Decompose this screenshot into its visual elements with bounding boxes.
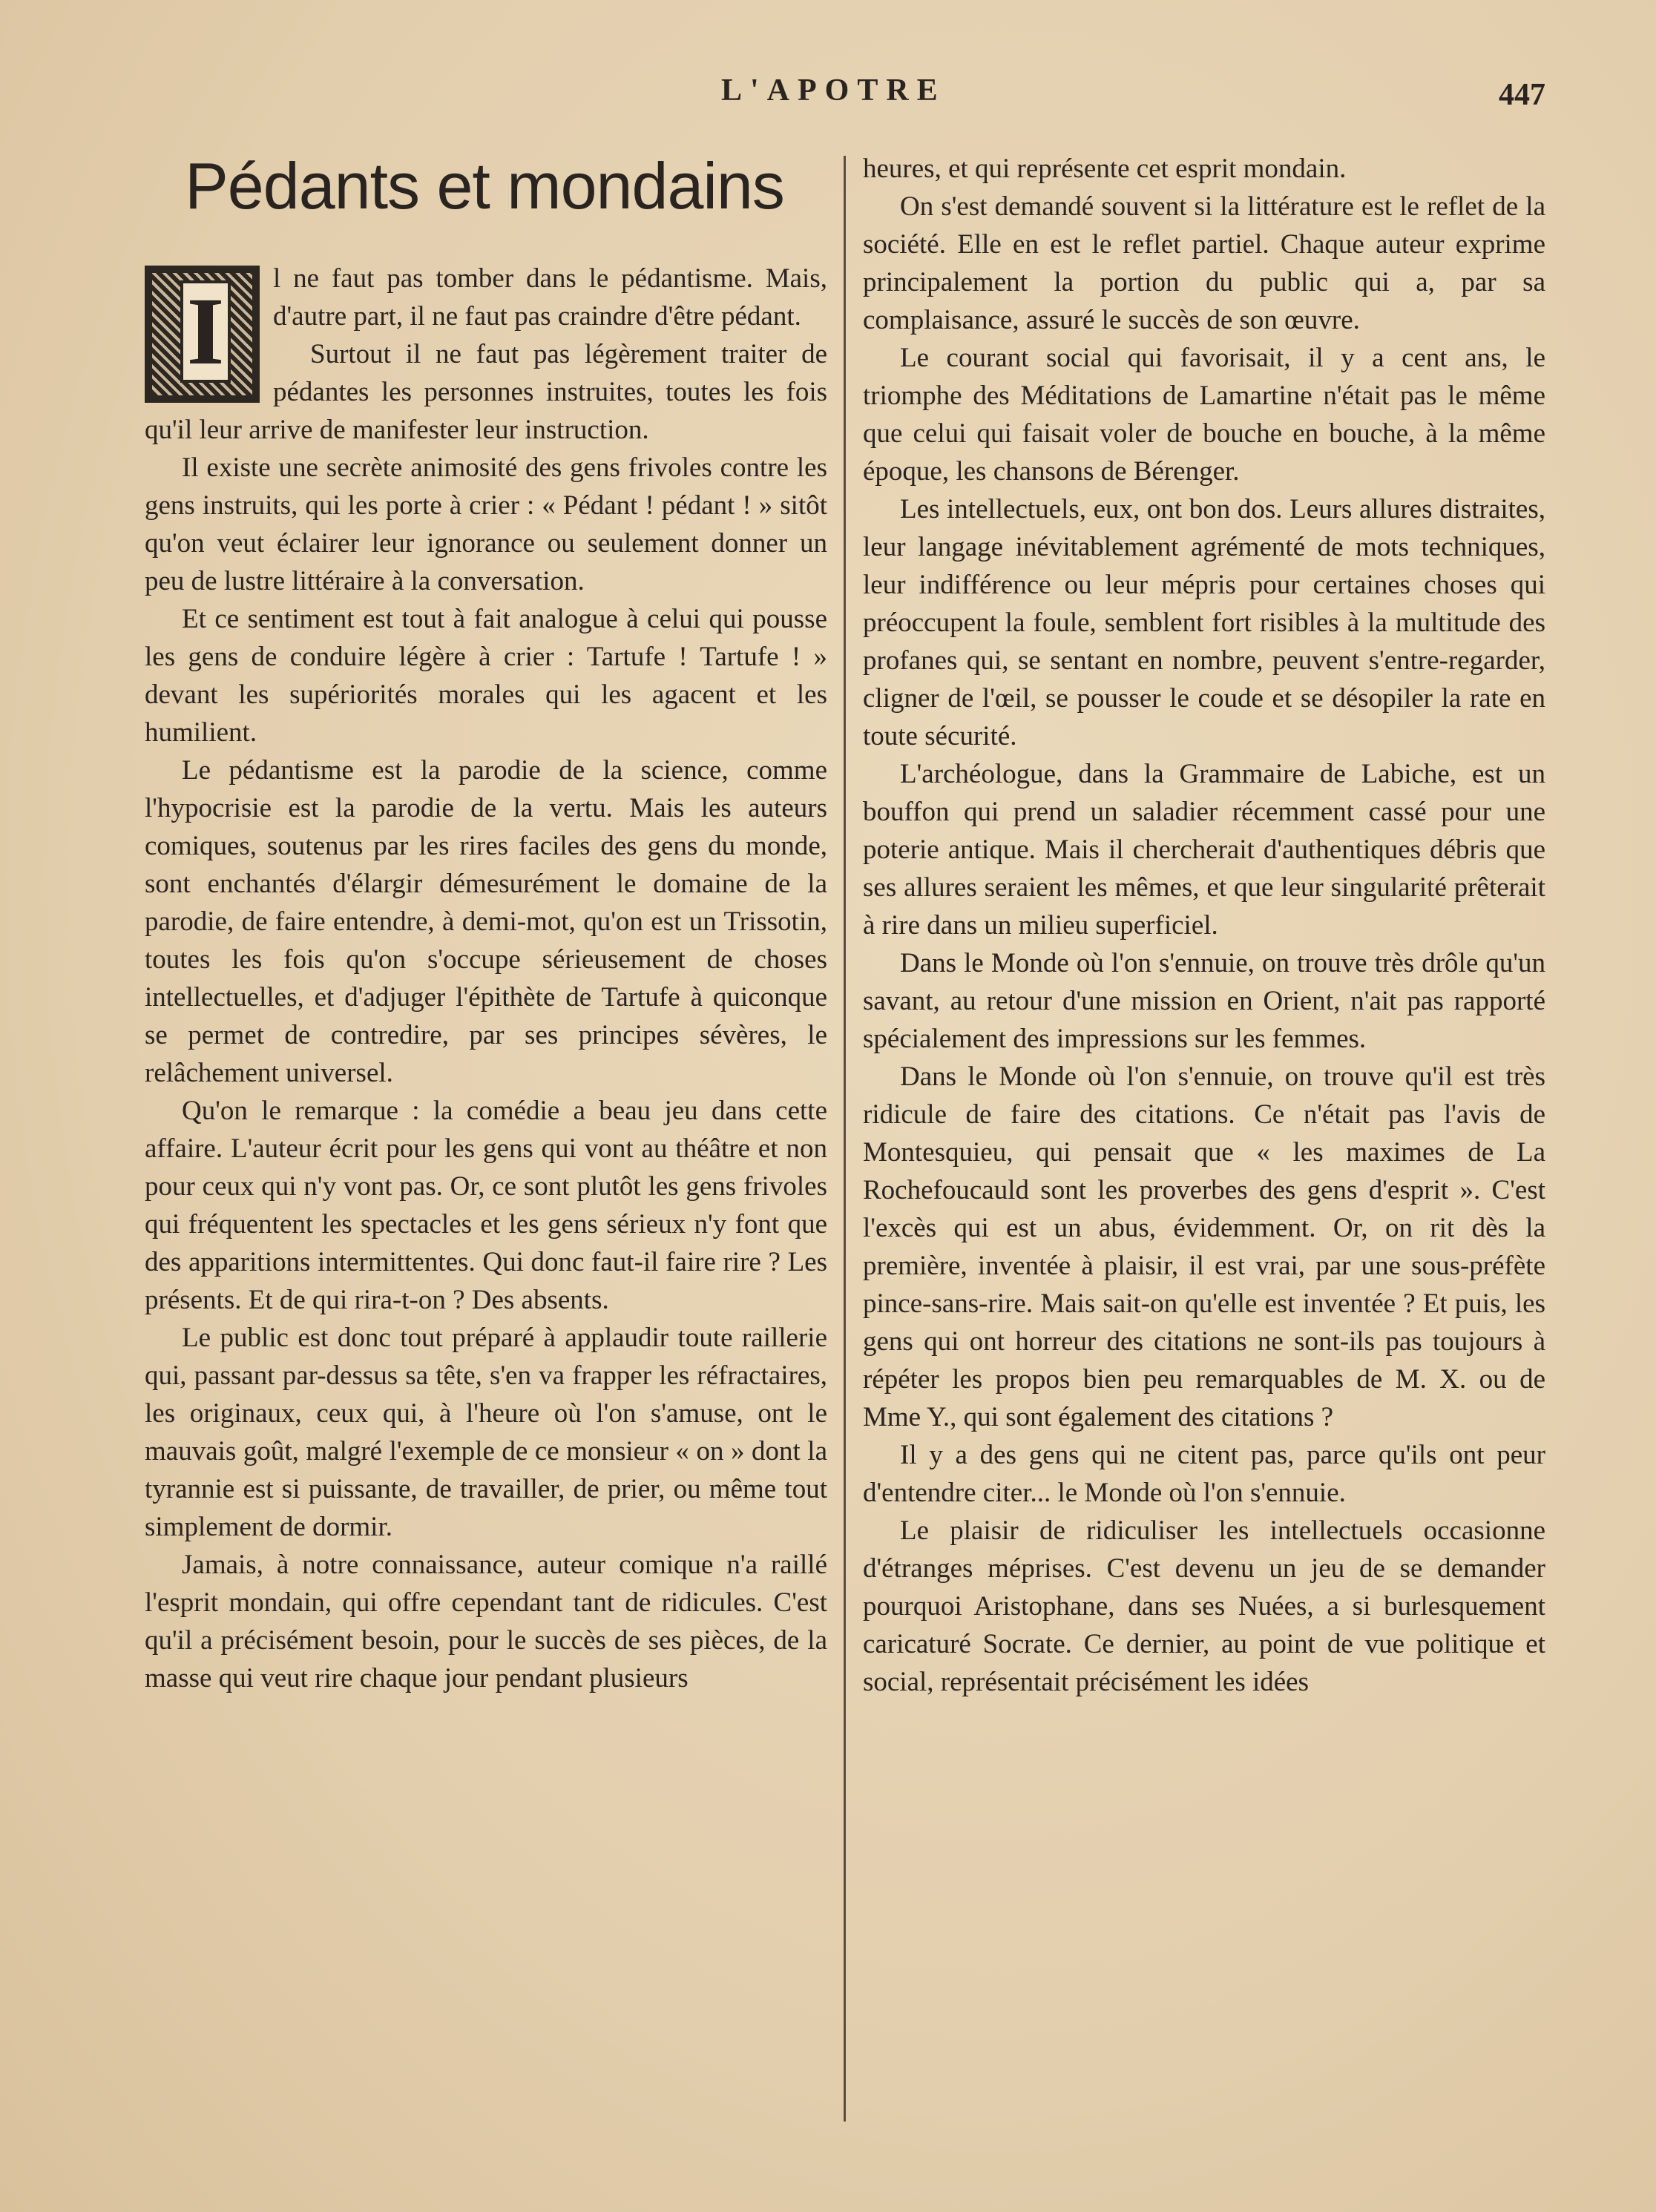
column-divider — [844, 156, 846, 2122]
paragraph: On s'est demandé souvent si la littérature est le reflet de la société. Elle en est le reflet partiel. Chaque auteur exprime principalement la portion du public qui a, par sa complaisance, assuré le succès de son œuvre. — [863, 191, 1545, 335]
running-head: L'APOTRE — [721, 73, 946, 108]
paragraph: Qu'on le remarque : la comédie a beau jeu dans cette affaire. L'auteur écrit pour les gens qui vont au théâtre et non pour ceux qui n'y vont pas. Or, ce sont plutôt les gens frivoles qui fréquentent les spectacles et les gens sérieux n'y font que des apparitions intermittentes. Qui donc faut-il faire rire ? Les présents. Et de qui rira-t-on ? Des absents. — [145, 1096, 827, 1315]
paragraph: Les intellectuels, eux, ont bon dos. Leurs allures distraites, leur langage inévitablement agrémenté de mots techniques, leur indifférence ou leur mépris pour certaines choses qui préoccupent la foule, semblent fort risibles à la multitude des profanes qui, se sentant en nombre, peuvent s'entre-regarder, cligner de l'œil, se pousser le coude et se désopiler la rate en toute sécurité. — [863, 494, 1545, 751]
paragraph: Le plaisir de ridiculiser les intellectuels occasionne d'étranges méprises. C'est devenu un jeu de se demander pourquoi Aristophane, dans ses Nuées, a si burlesquement caricaturé Socrate. Ce dernier, au point de vue politique et social, représentait précisément les idées — [863, 1515, 1545, 1697]
paragraph: heures, et qui représente cet esprit mondain. — [863, 154, 1347, 184]
paragraph: Jamais, à notre connaissance, auteur comique n'a raillé l'esprit mondain, qui offre cependant tant de ridicules. C'est qu'il a précisément besoin, pour le succès de ses pièces, de la masse qui veut rire chaque jour pendant plusieurs — [145, 1550, 827, 1693]
article-title: Pédants et mondains — [185, 149, 784, 223]
drop-cap-ornament — [145, 266, 260, 403]
paragraph: Et ce sentiment est tout à fait analogue à celui qui pousse les gens de conduire légère à crier : Tartufe ! Tartufe ! » devant les supériorités morales qui les agacent et les humilient. — [145, 604, 827, 748]
paragraph: Le courant social qui favorisait, il y a cent ans, le triomphe des Méditations de Lamartine n'était pas le même que celui qui faisait voler de bouche en bouche, à la même époque, les chansons de Bérenger. — [863, 343, 1545, 487]
paragraph: Dans le Monde où l'on s'ennuie, on trouve qu'il est très ridicule de faire des citations. Ce n'était pas l'avis de Montesquieu, qui pensait que « les maximes de La Rochefoucauld sont les proverbes des gens d'esprit ». C'est l'excès qui est un abus, évidemment. Or, on rit dès la première, inventée à plaisir, il est vrai, par une sous-préfète pince-sans-rire. Mais sait-on qu'elle est inventée ? Et puis, les gens qui ont horreur des citations ne sont-ils pas toujours à répéter les propos bien peu remarquables de M. X. ou de Mme Y., qui sont également des citations ? — [863, 1061, 1545, 1432]
page-number: 447 — [1499, 78, 1545, 112]
left-column — [145, 260, 827, 1697]
paragraph: L'archéologue, dans la Grammaire de Labiche, est un bouffon qui prend un saladier récemment cassé pour une poterie antique. Mais il chercherait d'authentiques débris que ses allures seraient les mêmes, et que leur singularité prêterait à rire dans un milieu superficiel. — [863, 759, 1545, 941]
paragraph: Surtout il ne faut pas légèrement traiter de pédantes les personnes instruites, toutes les fois qu'il leur arrive de manifester leur instruction. — [145, 339, 827, 445]
paragraph: Il existe une secrète animosité des gens frivoles contre les gens instruits, qui les porte à crier : « Pédant ! pédant ! » sitôt qu'on veut éclairer leur ignorance ou seulement donner un peu de lustre littéraire à la conversation. — [145, 452, 827, 596]
paragraph: l ne faut pas tomber dans le pédantisme. Mais, d'autre part, il ne faut pas craindre d'être pédant. — [273, 263, 827, 332]
paragraph: Le public est donc tout préparé à applaudir toute raillerie qui, passant par-dessus sa tête, s'en va frapper les réfractaires, les originaux, ceux qui, à l'heure où l'on s'amuse, ont le mauvais goût, malgré l'exemple de ce monsieur « on » dont la tyrannie est si puissante, de travailler, de prier, ou même tout simplement de dormir. — [145, 1323, 827, 1542]
drop-cap-letter: I — [180, 280, 231, 383]
right-column — [863, 150, 1545, 1701]
paragraph: Dans le Monde où l'on s'ennuie, on trouve très drôle qu'un savant, au retour d'une mission en Orient, n'ait pas rapporté spécialement des impressions sur les femmes. — [863, 948, 1545, 1054]
paragraph: Le pédantisme est la parodie de la science, comme l'hypocrisie est la parodie de la vertu. Mais les auteurs comiques, soutenus par les rires faciles des gens du monde, sont enchantés d'élargir démesurément le domaine de la parodie, de faire entendre, à demi-mot, qu'on est un Trissotin, toutes les fois qu'on s'occupe sérieusement de choses intellectuelles, et d'adjuger l'épithète de Tartufe à quiconque se permet de contredire, par ses principes sévères, le relâchement universel. — [145, 755, 827, 1088]
paragraph: Il y a des gens qui ne citent pas, parce qu'ils ont peur d'entendre citer... le Monde où l'on s'ennuie. — [863, 1440, 1545, 1508]
